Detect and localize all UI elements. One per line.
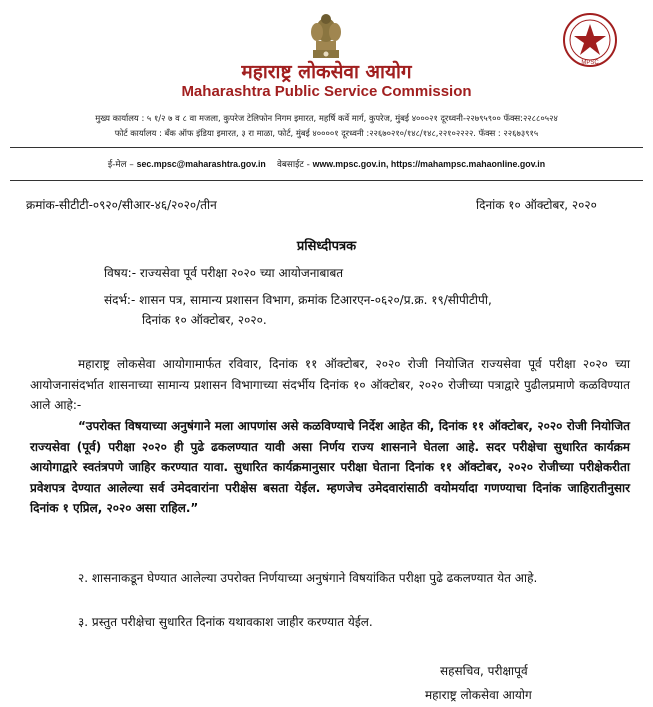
- letter-date: दिनांक १० ऑक्टोबर, २०२०: [476, 198, 597, 212]
- reference-number: क्रमांक-सीटीटी-०९२०/सीआर-४६/२०२०/तीन: [26, 198, 217, 212]
- website-link[interactable]: www.mpsc.gov.in, https://mahampsc.mahaonline.gov.in: [312, 159, 546, 169]
- commission-name-english: Maharashtra Public Service Commission: [181, 83, 472, 100]
- commission-seal-icon: [562, 12, 618, 68]
- email-label: ई-मेल –: [107, 160, 134, 170]
- header-divider: [10, 147, 643, 148]
- reference-line-2: दिनांक १० ऑक्टोबर, २०२०.: [142, 313, 267, 327]
- paragraph-intro: महाराष्ट्र लोकसेवा आयोगामार्फत रविवार, दिनांक ११ ऑक्टोबर, २०२० रोजी नियोजित राज्यसेवा पूर्व परीक्षा २०२० च्या आयोजनासंदर्भात शासनाच्या सामान्य प्रशासन विभागाच्या संदर्भीय दिनांक १० ऑक्टोबर, २०२० रोजीच्या पत्राद्वारे पुढीलप्रमाणे कळविण्यात आले आहे:-: [30, 357, 630, 412]
- email-link[interactable]: sec.mpsc@maharashtra.gov.in: [136, 159, 266, 169]
- reference-line-1: संदर्भ:- शासन पत्र, सामान्य प्रशासन विभाग, क्रमांक टिआरएन-०६२०/प्र.क्र. १९/सीपीटीपी,: [104, 293, 492, 307]
- subject-line: विषय:- राज्यसेवा पूर्व परीक्षा २०२० च्या आयोजनाबाबत: [104, 266, 344, 280]
- reference-block: [104, 290, 624, 330]
- seal-text: MPSC: [581, 60, 599, 66]
- quoted-government-letter: “उपरोक्त विषयाच्या अनुषंगाने मला आपणांस असे कळविण्याचे निर्देश आहेत की, दिनांक ११ ऑक्टोबर, २०२० रोजी नियोजित राज्यसेवा (पूर्व) परीक्षा २०२० ही पुढे ढकलण्यात यावी असा निर्णय राज्य शासनाने घेतला आहे. सदर परीक्षेचा सुधारित कार्यक्रम आयोगाद्वारे स्वतंत्रपणे जाहिर करण्यात यावा. सुधारित कार्यक्रमानुसार परीक्षा घेताना दिनांक ११ ऑक्टोबर, २०२० रोजीच्या परीक्षेकरीता प्रवेशपत्र देण्यात आलेल्या सर्व उमेदवारांना परीक्षेस बसता येईल. म्हणजेच उमेदवारांसाठी वयोमर्यादा गणण्याचा दिनांक जाहिरातीनुसार दिनांक १ एप्रिल, २०२० असा राहिल.”: [30, 419, 630, 515]
- contact-line: [0, 158, 653, 170]
- main-office-address: मुख्य कार्यालय : ५ १/२ ७ व ८ वा मजला, कुपरेज टेलिफोन निगम इमारत, महर्षि कर्वे मार्ग, कुपरेज, मुंबई ४०००२१ दूरध्वनी-२२७९५९०० फॅक्स:२२८८०५२४: [95, 113, 558, 123]
- signature-organisation: महाराष्ट्र लोकसेवा आयोग: [425, 688, 532, 702]
- press-release-heading: प्रसिध्दीपत्रक: [296, 239, 357, 254]
- paragraph-2: २. शासनाकडून घेण्यात आलेल्या उपरोक्त निर्णयाच्या अनुषंगाने विषयांकित परीक्षा पुढे ढकलण्यात येत आहे.: [78, 571, 538, 585]
- paragraph-3: ३. प्रस्तुत परीक्षेचा सुधारित दिनांक यथावकाश जाहीर करण्यात येईल.: [78, 615, 373, 629]
- commission-name-marathi: महाराष्ट्र लोकसेवा आयोग: [241, 61, 412, 83]
- website-label: वेबसाईट -: [276, 160, 310, 170]
- fort-office-address: फोर्ट कार्यालय : बँक ऑफ इंडिया इमारत, ३ रा माळा, फोर्ट, मुंबई ४००००१ दूरध्वनी :२२६७०२१०/१४८/१४८,२२१०२२२२. फॅक्स : २२६७३९१५: [114, 128, 539, 138]
- national-emblem-icon: [304, 10, 348, 60]
- signature-title: सहसचिव, परीक्षापूर्व: [440, 664, 528, 678]
- header-divider-bottom: [10, 180, 643, 181]
- letterhead: [0, 0, 653, 186]
